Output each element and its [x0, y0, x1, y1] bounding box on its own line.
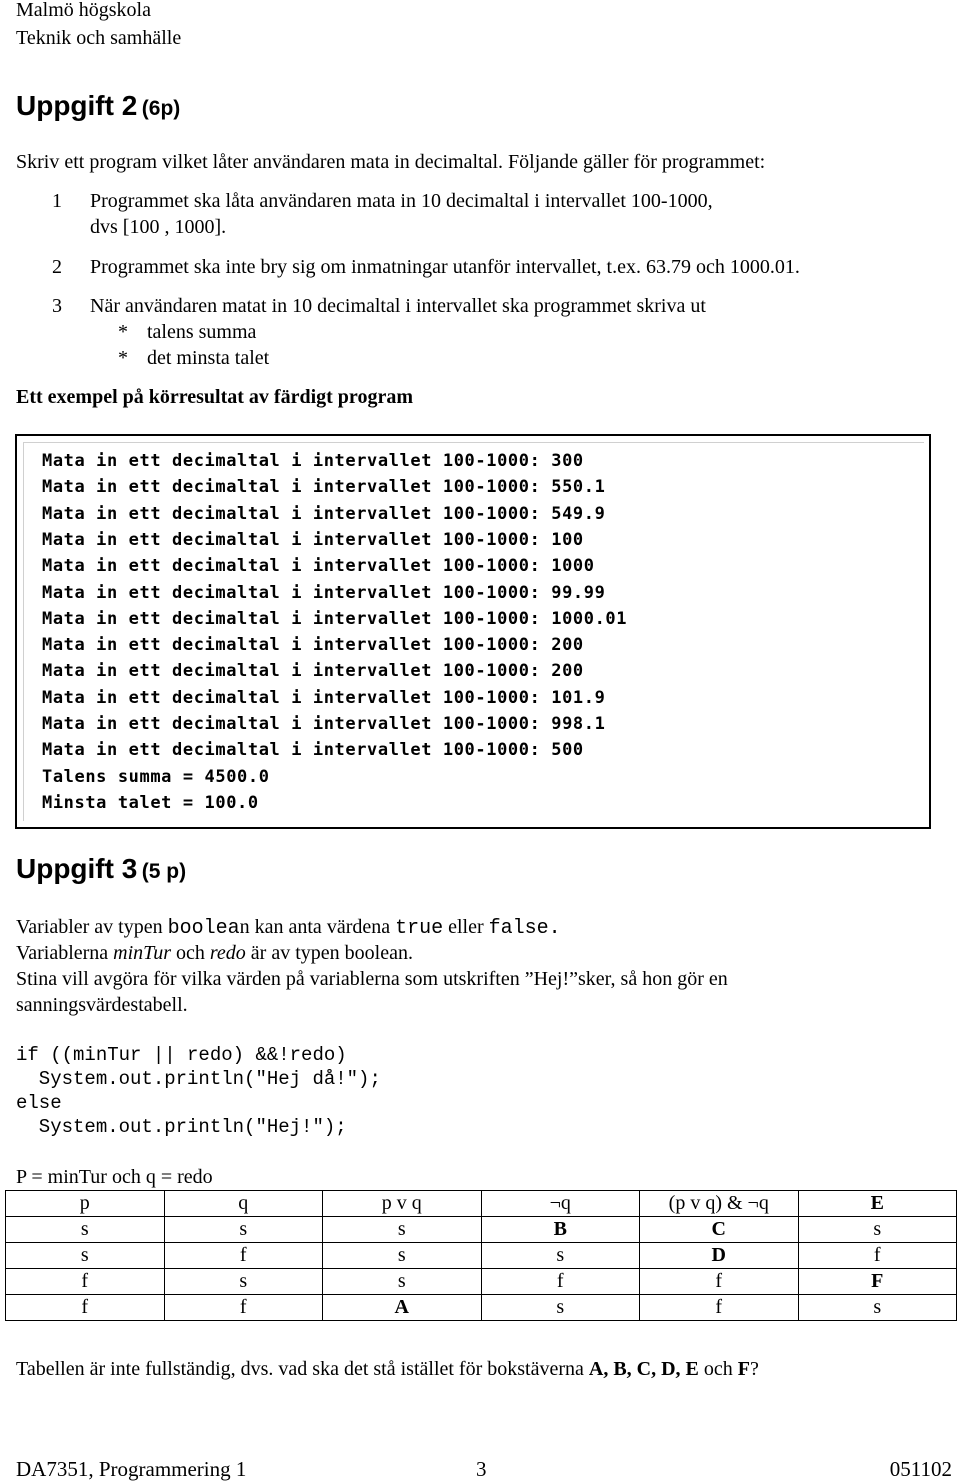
bullet-text: det minsta talet	[147, 347, 270, 369]
console-line: Mata in ett decimaltal i intervallet 100-1000: 550.1	[42, 477, 606, 498]
uppgift3-title: Uppgift 3	[16, 853, 138, 884]
var-redo: redo	[209, 942, 246, 964]
uppgift2-heading	[16, 90, 180, 122]
uppgift2-points: (6p)	[141, 97, 181, 120]
table-cell: f	[798, 1243, 957, 1269]
table-cell: f	[164, 1243, 323, 1269]
text: och	[698, 1358, 738, 1380]
text: ?	[750, 1358, 759, 1380]
table-cell: F	[798, 1269, 957, 1295]
table-cell: f	[164, 1295, 323, 1321]
header-cell: p	[6, 1191, 165, 1217]
table-cell: s	[323, 1217, 482, 1243]
console-area	[23, 442, 924, 821]
question-text	[16, 1357, 759, 1381]
console-line: Mata in ett decimaltal i intervallet 100-1000: 1000.01	[42, 608, 628, 629]
bullet-text: talens summa	[147, 321, 257, 343]
table-row	[6, 1295, 957, 1321]
uppgift2-intro: Skriv ett program vilket låter användaren mata in decimaltal. Följande gäller för programmet:	[16, 151, 766, 173]
console-line: Mata in ett decimaltal i intervallet 100-1000: 100	[42, 529, 584, 550]
console-output	[15, 434, 931, 829]
table-cell: s	[323, 1269, 482, 1295]
table-cell: f	[640, 1269, 799, 1295]
table-cell: A	[323, 1295, 482, 1321]
table-cell: D	[640, 1243, 799, 1269]
text: Variabler av typen	[16, 916, 168, 938]
table-cell: f	[481, 1269, 640, 1295]
item-number: 1	[52, 190, 62, 212]
console-line: Mata in ett decimaltal i intervallet 100-1000: 549.9	[42, 503, 606, 524]
uppgift2-title: Uppgift 2	[16, 90, 138, 121]
header-cell: E	[798, 1191, 957, 1217]
text: Tabellen är inte fullständig, dvs. vad ska det stå istället för bokstäverna	[16, 1358, 589, 1380]
code-boolean: boolea	[167, 917, 240, 940]
uppgift3-line2	[16, 941, 413, 965]
item-number: 3	[52, 295, 62, 317]
table-caption: P = minTur och q = redo	[16, 1166, 213, 1188]
console-summary-line: Minsta talet = 100.0	[42, 792, 259, 813]
example-heading: Ett exempel på körresultat av färdigt program	[16, 386, 413, 408]
header-cell: p v q	[323, 1191, 482, 1217]
text: n kan anta värdena	[239, 916, 396, 938]
table-cell: s	[6, 1243, 165, 1269]
table-row	[6, 1217, 957, 1243]
letter-f: F	[737, 1358, 751, 1380]
faculty-name: Teknik och samhälle	[16, 27, 182, 49]
table-cell: C	[640, 1217, 799, 1243]
letters: A, B, C, D, E	[588, 1358, 699, 1380]
footer-course: DA7351, Programmering 1	[16, 1457, 247, 1481]
uppgift3-line4: sanningsvärdestabell.	[16, 994, 188, 1016]
console-line: Mata in ett decimaltal i intervallet 100-1000: 200	[42, 661, 584, 682]
code-true: true	[395, 917, 444, 940]
table-cell: B	[481, 1217, 640, 1243]
table-cell: s	[164, 1269, 323, 1295]
text: eller	[443, 916, 489, 938]
header-cell: (p v q) & ¬q	[640, 1191, 799, 1217]
text: och	[170, 942, 210, 964]
console-line: Mata in ett decimaltal i intervallet 100-1000: 99.99	[42, 582, 606, 603]
table-cell: f	[640, 1295, 799, 1321]
text: Variablerna	[16, 942, 114, 964]
console-line: Mata in ett decimaltal i intervallet 100-1000: 101.9	[42, 687, 606, 708]
code-line: else	[16, 1092, 62, 1114]
item-text: När användaren matat in 10 decimaltal i intervallet ska programmet skriva ut	[90, 295, 706, 317]
bullet-item	[0, 346, 960, 370]
item-text-continued: dvs [100 , 1000].	[90, 216, 227, 238]
code-line: System.out.println("Hej då!");	[16, 1068, 381, 1090]
table-cell: f	[6, 1269, 165, 1295]
school-name: Malmö högskola	[16, 0, 151, 21]
code-line: System.out.println("Hej!");	[16, 1116, 347, 1138]
item-text: Programmet ska inte bry sig om inmatningar utanför intervallet, t.ex. 63.79 och 1000.01.	[90, 256, 800, 278]
item-text: Programmet ska låta användaren mata in 10 decimaltal i intervallet 100-1000,	[90, 190, 713, 212]
uppgift3-line1	[16, 915, 561, 941]
bullet-mark: *	[118, 347, 128, 369]
table-cell: s	[798, 1217, 957, 1243]
text: .	[548, 917, 561, 940]
console-line: Mata in ett decimaltal i intervallet 100-1000: 1000	[42, 556, 595, 577]
code-line: if ((minTur || redo) &&!redo)	[16, 1044, 347, 1066]
console-line: Mata in ett decimaltal i intervallet 100-1000: 500	[42, 740, 584, 761]
list-item	[0, 255, 960, 279]
uppgift3-points: (5 p)	[141, 860, 187, 883]
table-cell: s	[481, 1295, 640, 1321]
item-number: 2	[52, 256, 62, 278]
bullet-item	[0, 320, 960, 344]
table-cell: s	[481, 1243, 640, 1269]
uppgift3-heading	[16, 853, 186, 885]
footer-page-number: 3	[476, 1457, 487, 1481]
table-cell: s	[6, 1217, 165, 1243]
text: är av typen boolean.	[245, 942, 413, 964]
table-cell: s	[323, 1243, 482, 1269]
table-row	[6, 1243, 957, 1269]
console-line: Mata in ett decimaltal i intervallet 100-1000: 200	[42, 635, 584, 656]
list-item	[0, 294, 960, 318]
header-cell: q	[164, 1191, 323, 1217]
var-mintur: minTur	[113, 942, 171, 964]
truth-table	[5, 1190, 957, 1321]
table-cell: f	[6, 1295, 165, 1321]
table-row	[6, 1269, 957, 1295]
header-cell: ¬q	[481, 1191, 640, 1217]
table-cell: s	[798, 1295, 957, 1321]
uppgift3-line3: Stina vill avgöra för vilka värden på variablerna som utskriften ”Hej!”sker, så hon gör en	[16, 968, 728, 990]
console-line: Mata in ett decimaltal i intervallet 100-1000: 300	[42, 451, 584, 471]
console-summary-line: Talens summa = 4500.0	[42, 766, 270, 787]
footer-date: 051102	[889, 1457, 952, 1481]
code-false: false	[488, 917, 549, 940]
list-item	[0, 189, 960, 213]
bullet-mark: *	[118, 321, 128, 343]
table-cell: s	[164, 1217, 323, 1243]
table-header-row	[6, 1191, 957, 1217]
console-line: Mata in ett decimaltal i intervallet 100-1000: 998.1	[42, 714, 606, 734]
